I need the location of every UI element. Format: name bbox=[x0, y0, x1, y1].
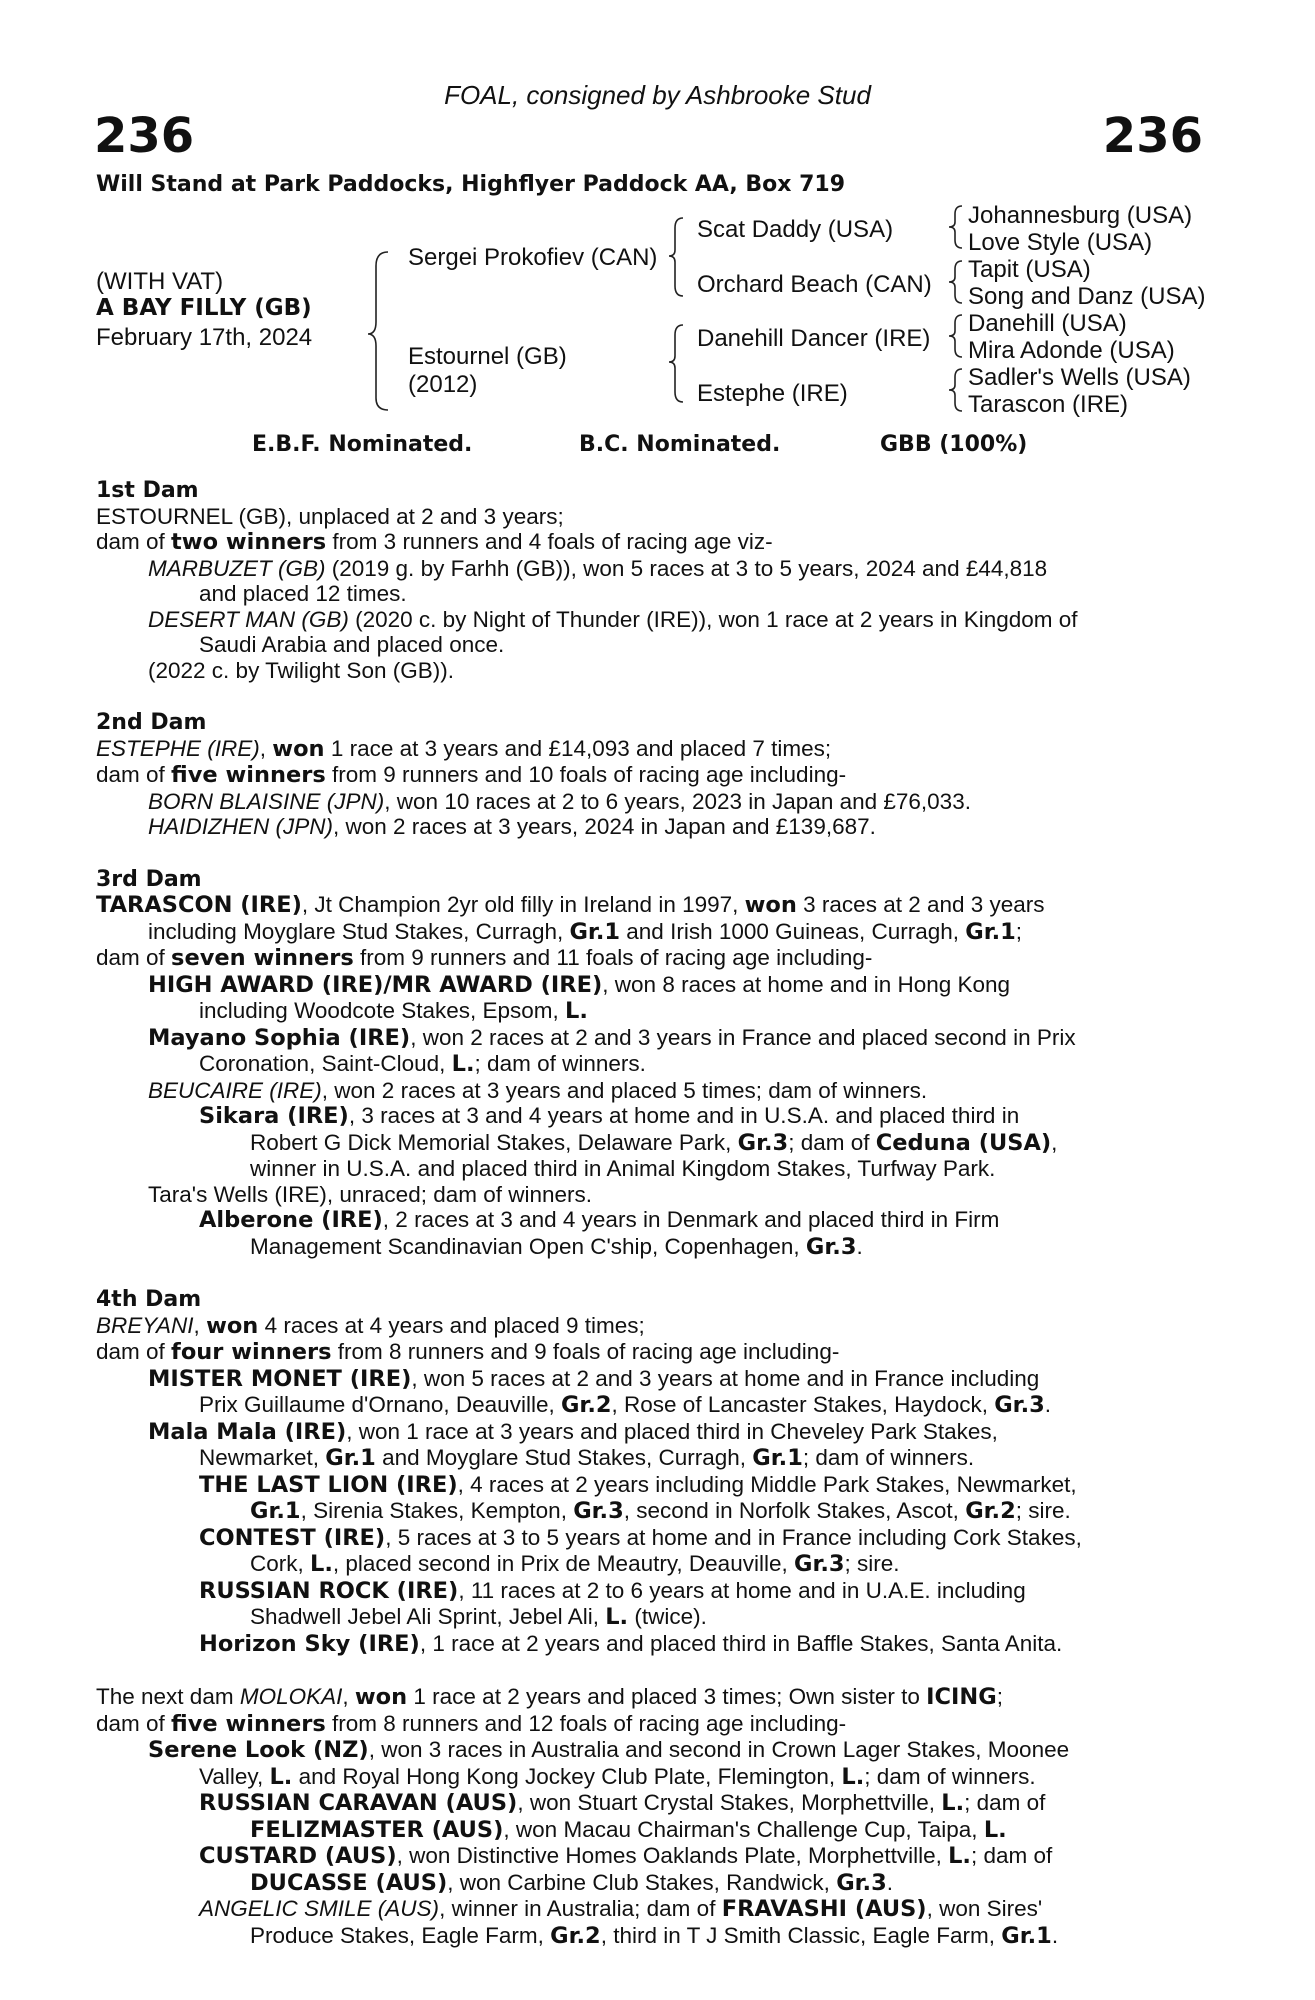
family-line bbox=[96, 1130, 1200, 1157]
bold-text: won bbox=[272, 735, 325, 762]
text: . bbox=[1051, 1922, 1059, 1948]
family-line bbox=[96, 529, 1200, 556]
text: ; sire. bbox=[1015, 1498, 1071, 1523]
bold-text: two winners bbox=[171, 529, 327, 555]
text: , won Distinctive Homes Oaklands Plate, Morphettville, bbox=[396, 1843, 949, 1868]
family-line bbox=[96, 1366, 1200, 1393]
bold-text: Gr.1 bbox=[569, 918, 621, 945]
section-heading: 1st Dam bbox=[96, 478, 199, 503]
family-line bbox=[96, 1472, 1200, 1499]
bold-text: five winners bbox=[171, 762, 326, 788]
text: Cork, bbox=[250, 1551, 311, 1576]
family-details bbox=[96, 478, 1200, 1949]
bold-text: Ceduna (USA) bbox=[875, 1129, 1052, 1156]
text: Prix Guillaume d'Ornano, Deauville, bbox=[199, 1392, 561, 1417]
text: Saudi Arabia and placed once. bbox=[199, 632, 505, 657]
family-line bbox=[96, 1498, 1200, 1525]
text: including Woodcote Stakes, Epsom, bbox=[199, 998, 566, 1023]
family-line bbox=[96, 1604, 1200, 1631]
bold-text: Horizon Sky (IRE) bbox=[199, 1630, 420, 1657]
pedigree-sire-dam: Orchard Beach (CAN) bbox=[697, 271, 932, 298]
family-line bbox=[96, 1051, 1200, 1078]
bold-text: Gr.3 bbox=[573, 1498, 624, 1524]
text: . bbox=[1044, 1392, 1052, 1417]
family-line bbox=[96, 1078, 1200, 1104]
family-section bbox=[96, 478, 1200, 683]
family-line bbox=[96, 762, 1200, 789]
bold-text: Sikara (IRE) bbox=[199, 1103, 349, 1129]
section-heading: 3rd Dam bbox=[96, 866, 202, 892]
family-line bbox=[96, 1207, 1200, 1234]
text: ; dam of winners. bbox=[864, 1763, 1036, 1789]
vat-note: (WITH VAT) bbox=[96, 268, 224, 295]
family-line bbox=[96, 892, 1200, 919]
text: (2020 c. by Night of Thunder (IRE)), won 1 race at 2 years in Kingdom of bbox=[348, 606, 1078, 632]
text: , won 2 races at 3 years, 2024 in Japan and £139,687. bbox=[333, 814, 876, 839]
pedigree-dam-sire: Danehill Dancer (IRE) bbox=[697, 325, 931, 352]
italic-text: BEUCAIRE (IRE) bbox=[148, 1077, 322, 1103]
bold-text: seven winners bbox=[171, 945, 354, 971]
text: , third in T J Smith Classic, Eagle Farm, bbox=[600, 1922, 1002, 1948]
family-line bbox=[96, 1525, 1200, 1552]
text: , Jt Champion 2yr old filly in Ireland in 1997, bbox=[301, 892, 745, 917]
bold-text: TARASCON (IRE) bbox=[96, 892, 302, 918]
family-section bbox=[96, 1684, 1200, 1949]
text: and Irish 1000 Guineas, Curragh, bbox=[620, 918, 966, 944]
bold-text: ICING bbox=[926, 1684, 997, 1710]
text: The next dam bbox=[96, 1684, 240, 1709]
family-line bbox=[96, 1234, 1200, 1261]
bold-text: THE LAST LION (IRE) bbox=[199, 1471, 458, 1498]
bold-text: Gr.3 bbox=[805, 1233, 857, 1260]
bold-text: DUCASSE (AUS) bbox=[250, 1869, 448, 1896]
text: Shadwell Jebel Ali Sprint, Jebel Ali, bbox=[250, 1604, 606, 1629]
text: (2019 g. by Farhh (GB)), won 5 races at 3 to 5 years, 2024 and £44,818 bbox=[325, 555, 1048, 581]
text: ; dam of winners. bbox=[474, 1051, 646, 1076]
text: and placed 12 times. bbox=[199, 581, 407, 606]
bold-text: L. bbox=[948, 1843, 971, 1869]
pedigree-g2: Love Style (USA) bbox=[968, 229, 1153, 256]
pedigree-g7: Sadler's Wells (USA) bbox=[968, 364, 1191, 391]
bold-text: L. bbox=[983, 1816, 1007, 1843]
text: , won Stuart Crystal Stakes, Morphettville, bbox=[517, 1790, 942, 1815]
family-line bbox=[96, 1551, 1200, 1578]
family-line bbox=[96, 1631, 1200, 1658]
text: Coronation, Saint-Cloud, bbox=[199, 1051, 452, 1076]
text: Tara's Wells (IRE), unraced; dam of winners. bbox=[148, 1181, 593, 1207]
pedigree-g3: Tapit (USA) bbox=[968, 256, 1091, 283]
brace-g1 bbox=[949, 206, 962, 248]
text: , 1 race at 2 years and placed third in Baffle Stakes, Santa Anita. bbox=[419, 1630, 1063, 1656]
family-line bbox=[96, 1843, 1200, 1870]
brace-g2 bbox=[949, 261, 962, 303]
text: , bbox=[342, 1684, 355, 1709]
family-line bbox=[96, 1790, 1200, 1817]
text: 3 races at 2 and 3 years bbox=[796, 892, 1045, 917]
pedigree-g4: Song and Danz (USA) bbox=[968, 283, 1206, 310]
bold-text: L. bbox=[451, 1051, 475, 1077]
pedigree-g5: Danehill (USA) bbox=[968, 310, 1127, 337]
section-heading: 4th Dam bbox=[96, 1287, 202, 1312]
pedigree-g1: Johannesburg (USA) bbox=[968, 202, 1193, 229]
family-line bbox=[96, 736, 1200, 763]
bold-text: won bbox=[744, 892, 797, 918]
text: , 11 races at 2 to 6 years at home and in U.A.E. including bbox=[458, 1577, 1026, 1603]
family-line bbox=[96, 1025, 1200, 1052]
pedigree-dam: Estournel (GB) bbox=[408, 343, 567, 370]
text: , won Macau Chairman's Challenge Cup, Taipa, bbox=[503, 1816, 984, 1842]
consignment-line: FOAL, consigned by Ashbrooke Stud bbox=[444, 80, 871, 110]
text: dam of bbox=[96, 529, 172, 554]
bold-text: Gr.1 bbox=[965, 918, 1016, 945]
text: , bbox=[193, 1312, 207, 1338]
text: , won Carbine Club Stakes, Randwick, bbox=[447, 1869, 837, 1895]
text: (twice). bbox=[628, 1604, 707, 1629]
text: from 9 runners and 10 foals of racing age including- bbox=[325, 762, 847, 787]
stand-location: Will Stand at Park Paddocks, Highflyer Paddock AA, Box 719 bbox=[96, 172, 846, 197]
bold-text: L. bbox=[841, 1763, 865, 1790]
bold-text: FRAVASHI (AUS) bbox=[721, 1896, 927, 1922]
text: winner in U.S.A. and placed third in Animal Kingdom Stakes, Turfway Park. bbox=[250, 1156, 996, 1181]
text: , won 1 race at 3 years and placed third in Cheveley Park Stakes, bbox=[346, 1418, 998, 1444]
bold-text: RUSSIAN CARAVAN (AUS) bbox=[199, 1790, 518, 1816]
text: ; bbox=[996, 1684, 1003, 1709]
text: , 3 races at 3 and 4 years at home and in U.S.A. and placed third in bbox=[348, 1103, 1020, 1128]
bold-text: L. bbox=[605, 1604, 629, 1630]
italic-text: MARBUZET (GB) bbox=[148, 555, 326, 581]
family-section bbox=[96, 867, 1200, 1261]
bold-text: L. bbox=[565, 998, 588, 1024]
family-line bbox=[96, 581, 1200, 607]
pedigree-dam-year: (2012) bbox=[408, 371, 478, 398]
family-line bbox=[96, 607, 1200, 633]
family-line bbox=[96, 1392, 1200, 1419]
text: dam of bbox=[96, 1339, 172, 1364]
bold-text: CUSTARD (AUS) bbox=[199, 1843, 397, 1869]
brace-main bbox=[368, 252, 388, 410]
text: ; dam of bbox=[970, 1843, 1053, 1868]
text: Newmarket, bbox=[199, 1445, 326, 1470]
family-line bbox=[96, 1711, 1200, 1738]
family-line bbox=[96, 972, 1200, 999]
text: , bbox=[259, 735, 273, 761]
lot-number-left: 236 bbox=[94, 108, 195, 164]
text: Valley, bbox=[199, 1763, 270, 1789]
brace-sire bbox=[669, 218, 683, 296]
text: and Royal Hong Kong Jockey Club Plate, Flemington, bbox=[292, 1763, 842, 1789]
text: , placed second in Prix de Meautry, Deauville, bbox=[332, 1551, 794, 1576]
bold-text: Gr.2 bbox=[965, 1498, 1016, 1524]
family-section bbox=[96, 710, 1200, 840]
text: ; dam of bbox=[788, 1129, 876, 1155]
bold-text: CONTEST (IRE) bbox=[199, 1524, 386, 1551]
family-line bbox=[96, 1578, 1200, 1605]
bold-text: HIGH AWARD (IRE)/MR AWARD (IRE) bbox=[148, 971, 603, 998]
family-line bbox=[96, 1182, 1200, 1208]
family-line bbox=[96, 658, 1200, 684]
ebf-nomination: E.B.F. Nominated. bbox=[252, 432, 473, 457]
bold-text: Gr.2 bbox=[550, 1922, 601, 1949]
text: . bbox=[886, 1869, 894, 1895]
bold-text: Gr.3 bbox=[994, 1392, 1045, 1418]
family-line bbox=[96, 1339, 1200, 1366]
text: 1 race at 3 years and £14,093 and placed 7 times; bbox=[324, 735, 832, 761]
text: , 5 races at 3 to 5 years at home and in France including Cork Stakes, bbox=[385, 1524, 1082, 1550]
brace-g4 bbox=[949, 369, 962, 411]
italic-text: BREYANI bbox=[96, 1312, 194, 1338]
family-line bbox=[96, 1445, 1200, 1472]
text: , won 2 races at 2 and 3 years in France and placed second in Prix bbox=[410, 1024, 1076, 1050]
bold-text: FELIZMASTER (AUS) bbox=[250, 1816, 504, 1843]
text: from 3 runners and 4 foals of racing age viz- bbox=[326, 529, 773, 554]
family-line bbox=[96, 1923, 1200, 1950]
family-line bbox=[96, 1896, 1200, 1923]
family-line bbox=[96, 998, 1200, 1025]
text: from 9 runners and 11 foals of racing age including- bbox=[353, 945, 873, 970]
text: Produce Stakes, Eagle Farm, bbox=[250, 1922, 551, 1948]
text: including Moyglare Stud Stakes, Curragh, bbox=[148, 918, 570, 944]
italic-text: HAIDIZHEN (JPN) bbox=[148, 814, 333, 839]
family-line bbox=[96, 919, 1200, 946]
bold-text: L. bbox=[310, 1551, 333, 1577]
family-line bbox=[96, 1737, 1200, 1764]
text: , Rose of Lancaster Stakes, Haydock, bbox=[611, 1392, 995, 1417]
bold-text: Serene Look (NZ) bbox=[148, 1737, 369, 1763]
bold-text: Gr.1 bbox=[325, 1445, 376, 1471]
brace-g3 bbox=[949, 315, 962, 357]
family-line bbox=[96, 1764, 1200, 1791]
text: ; dam of winners. bbox=[802, 1445, 975, 1470]
bold-text: MISTER MONET (IRE) bbox=[148, 1365, 412, 1392]
horse-dob: February 17th, 2024 bbox=[96, 324, 313, 351]
text: 1 race at 2 years and placed 3 times; Own sister to bbox=[407, 1684, 927, 1709]
text: dam of bbox=[96, 762, 172, 787]
text: 4 races at 4 years and placed 9 times; bbox=[258, 1312, 645, 1338]
text: from 8 runners and 12 foals of racing age including- bbox=[325, 1710, 847, 1736]
brace-dam bbox=[669, 325, 683, 402]
family-line bbox=[96, 1103, 1200, 1130]
text: , second in Norfolk Stakes, Ascot, bbox=[623, 1498, 966, 1523]
text: , won 10 races at 2 to 6 years, 2023 in Japan and £76,033. bbox=[384, 788, 971, 814]
bold-text: Mayano Sophia (IRE) bbox=[148, 1024, 411, 1051]
text: dam of bbox=[96, 945, 172, 970]
text: , won 3 races in Australia and second in Crown Lager Stakes, Moonee bbox=[368, 1737, 1070, 1762]
italic-text: ANGELIC SMILE (AUS) bbox=[199, 1896, 440, 1921]
text: ; bbox=[1015, 918, 1023, 944]
text: , won 8 races at home and in Hong Kong bbox=[602, 971, 1011, 997]
bold-text: won bbox=[206, 1312, 259, 1339]
lot-number-right: 236 bbox=[1102, 108, 1203, 164]
text: , 4 races at 2 years including Middle Park Stakes, Newmarket, bbox=[457, 1471, 1077, 1497]
pedigree-sire: Sergei Prokofiev (CAN) bbox=[408, 244, 658, 271]
text: (2022 c. by Twilight Son (GB)). bbox=[148, 657, 454, 683]
bold-text: Gr.3 bbox=[737, 1129, 789, 1156]
text: . bbox=[856, 1233, 863, 1259]
text: dam of bbox=[96, 1710, 172, 1736]
family-line bbox=[96, 1313, 1200, 1340]
text: from 8 runners and 9 foals of racing age including- bbox=[331, 1339, 840, 1364]
text: , bbox=[1051, 1129, 1058, 1155]
italic-text: DESERT MAN (GB) bbox=[148, 606, 349, 632]
family-line bbox=[96, 945, 1200, 972]
bold-text: Gr.1 bbox=[250, 1498, 301, 1524]
family-line bbox=[96, 814, 1200, 840]
bold-text: L. bbox=[269, 1763, 293, 1790]
text: Robert G Dick Memorial Stakes, Delaware Park, bbox=[250, 1129, 738, 1155]
text: ESTOURNEL (GB), unplaced at 2 and 3 years; bbox=[96, 503, 564, 529]
bold-text: five winners bbox=[171, 1710, 326, 1737]
bold-text: L. bbox=[941, 1790, 965, 1816]
text: ; sire. bbox=[844, 1551, 900, 1576]
text: , won Sires' bbox=[926, 1896, 1043, 1921]
text: , 2 races at 3 and 4 years in Denmark and placed third in Firm bbox=[382, 1207, 1000, 1232]
bold-text: Gr.2 bbox=[560, 1392, 612, 1418]
pedigree-sire-sire: Scat Daddy (USA) bbox=[697, 216, 894, 243]
family-line bbox=[96, 1419, 1200, 1446]
bold-text: Mala Mala (IRE) bbox=[148, 1418, 347, 1445]
bold-text: RUSSIAN ROCK (IRE) bbox=[199, 1577, 459, 1604]
text: Management Scandinavian Open C'ship, Copenhagen, bbox=[250, 1233, 806, 1259]
text: , won 2 races at 3 years and placed 5 times; dam of winners. bbox=[321, 1077, 928, 1103]
bold-text: Gr.3 bbox=[793, 1551, 845, 1577]
bold-text: Gr.1 bbox=[1001, 1922, 1052, 1949]
text: ; dam of bbox=[964, 1790, 1046, 1815]
horse-name: A BAY FILLY (GB) bbox=[96, 295, 312, 321]
bc-nomination: B.C. Nominated. bbox=[579, 432, 781, 457]
pedigree-g8: Tarascon (IRE) bbox=[968, 391, 1129, 418]
italic-text: ESTEPHE (IRE) bbox=[96, 735, 260, 761]
family-line bbox=[96, 1156, 1200, 1182]
gbb-status: GBB (100%) bbox=[880, 432, 1028, 457]
bold-text: Alberone (IRE) bbox=[199, 1207, 383, 1233]
italic-text: MOLOKAI bbox=[239, 1684, 343, 1709]
family-line bbox=[96, 789, 1200, 815]
family-line bbox=[96, 504, 1200, 530]
family-line bbox=[96, 1684, 1200, 1711]
italic-text: BORN BLAISINE (JPN) bbox=[148, 788, 385, 814]
family-line bbox=[96, 556, 1200, 582]
pedigree-dam-dam: Estephe (IRE) bbox=[697, 380, 848, 407]
text: and Moyglare Stud Stakes, Curragh, bbox=[375, 1445, 753, 1470]
family-section bbox=[96, 1287, 1200, 1657]
bold-text: four winners bbox=[171, 1339, 332, 1365]
bold-text: won bbox=[354, 1684, 408, 1710]
family-line bbox=[96, 1817, 1200, 1844]
text: , winner in Australia; dam of bbox=[439, 1896, 722, 1921]
bold-text: Gr.3 bbox=[836, 1869, 887, 1896]
text: , Sirenia Stakes, Kempton, bbox=[300, 1498, 574, 1523]
pedigree-g6: Mira Adonde (USA) bbox=[968, 337, 1175, 364]
family-line bbox=[96, 1870, 1200, 1897]
section-heading: 2nd Dam bbox=[96, 710, 207, 735]
text: , won 5 races at 2 and 3 years at home and in France including bbox=[411, 1365, 1040, 1391]
bold-text: Gr.1 bbox=[752, 1445, 803, 1471]
family-line bbox=[96, 632, 1200, 658]
